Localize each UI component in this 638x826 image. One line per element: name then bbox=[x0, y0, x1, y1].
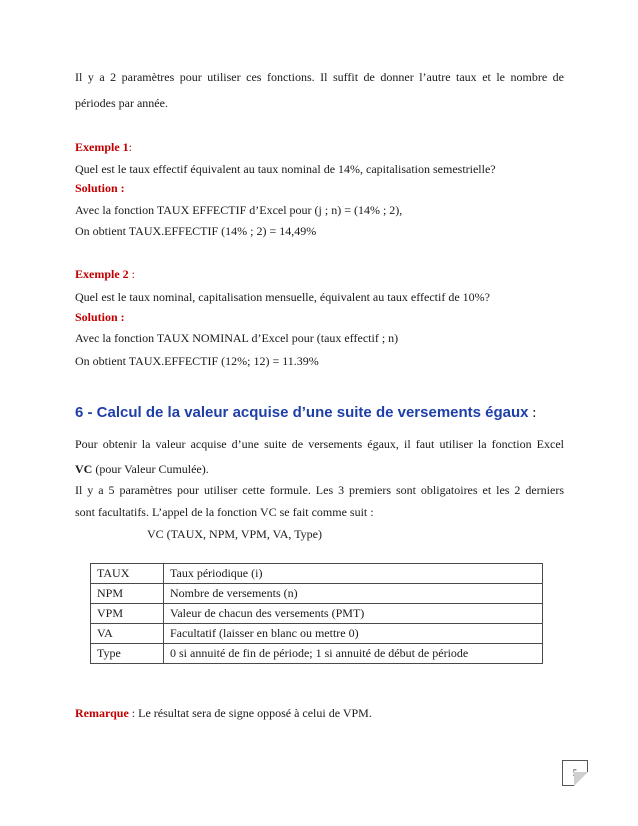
vc-function-name: VC bbox=[75, 462, 93, 476]
param-desc: Nombre de versements (n) bbox=[164, 584, 543, 604]
param-desc: Valeur de chacun des versements (PMT) bbox=[164, 604, 543, 624]
remark bbox=[75, 706, 372, 720]
param-key: NPM bbox=[91, 584, 164, 604]
table-row bbox=[91, 624, 543, 644]
example-2-question: Quel est le taux nominal, capitalisation mensuelle, équivalent au taux effectif de 10%? bbox=[75, 290, 490, 304]
table-row bbox=[91, 564, 543, 584]
example-2-solution-line-1: Avec la fonction TAUX NOMINAL d’Excel pour (taux effectif ; n) bbox=[75, 331, 399, 345]
example-2-colon: : bbox=[128, 267, 136, 281]
vc-function-desc: (pour Valeur Cumulée). bbox=[92, 462, 209, 476]
page-fold-icon bbox=[574, 772, 588, 786]
example-1-heading bbox=[75, 140, 132, 154]
remark-label: Remarque bbox=[75, 706, 129, 720]
example-2-label: Exemple 2 bbox=[75, 267, 129, 281]
intro-line-2: périodes par année. bbox=[75, 96, 168, 110]
page-number: 5 bbox=[572, 768, 578, 778]
section-6-colon: : bbox=[528, 405, 537, 421]
example-1-solution-line-2: On obtient TAUX.EFFECTIF (14% ; 2) = 14,49% bbox=[75, 224, 317, 238]
example-1-label: Exemple 1 bbox=[75, 140, 129, 154]
remark-text: : Le résultat sera de signe opposé à celui de VPM. bbox=[128, 706, 372, 720]
param-key: VA bbox=[91, 624, 164, 644]
example-1-solution-line-1: Avec la fonction TAUX EFFECTIF d’Excel pour (j ; n) = (14% ; 2), bbox=[75, 203, 403, 217]
section-6-paragraph-2-line-2: sont facultatifs. L’appel de la fonction VC se fait comme suit : bbox=[75, 505, 374, 519]
example-2-solution-label: Solution : bbox=[75, 310, 125, 324]
vc-syntax: VC (TAUX, NPM, VPM, VA, Type) bbox=[147, 527, 323, 541]
section-6-paragraph-2-line-1: Il y a 5 paramètres pour utiliser cette formule. Les 3 premiers sont obligatoires et les 2 derniers bbox=[75, 483, 564, 497]
example-2-solution-line-2: On obtient TAUX.EFFECTIF (12%; 12) = 11.39% bbox=[75, 354, 319, 368]
section-6-paragraph-1-line-1: Pour obtenir la valeur acquise d’une suite de versements égaux, il faut utiliser la fonction Excel bbox=[75, 437, 564, 451]
parameters-table bbox=[90, 563, 543, 664]
table-row bbox=[91, 584, 543, 604]
example-1-question: Quel est le taux effectif équivalent au taux nominal de 14%, capitalisation semestrielle? bbox=[75, 162, 496, 176]
section-6-paragraph-1-line-2 bbox=[75, 462, 209, 476]
table-row bbox=[91, 644, 543, 664]
param-desc: 0 si annuité de fin de période; 1 si annuité de début de période bbox=[164, 644, 543, 664]
page-number-box bbox=[562, 760, 588, 786]
param-key: TAUX bbox=[91, 564, 164, 584]
intro-line-1: Il y a 2 paramètres pour utiliser ces fonctions. Il suffit de donner l’autre taux et le nombre de bbox=[75, 70, 564, 84]
table-row bbox=[91, 604, 543, 624]
section-6-title: 6 - Calcul de la valeur acquise d’une suite de versements égaux bbox=[75, 404, 529, 421]
example-2-heading bbox=[75, 267, 135, 281]
example-1-colon: : bbox=[128, 140, 133, 154]
param-desc: Facultatif (laisser en blanc ou mettre 0) bbox=[164, 624, 543, 644]
section-6-heading bbox=[75, 404, 536, 422]
param-desc: Taux périodique (i) bbox=[164, 564, 543, 584]
param-key: VPM bbox=[91, 604, 164, 624]
example-1-solution-label: Solution : bbox=[75, 181, 125, 195]
param-key: Type bbox=[91, 644, 164, 664]
